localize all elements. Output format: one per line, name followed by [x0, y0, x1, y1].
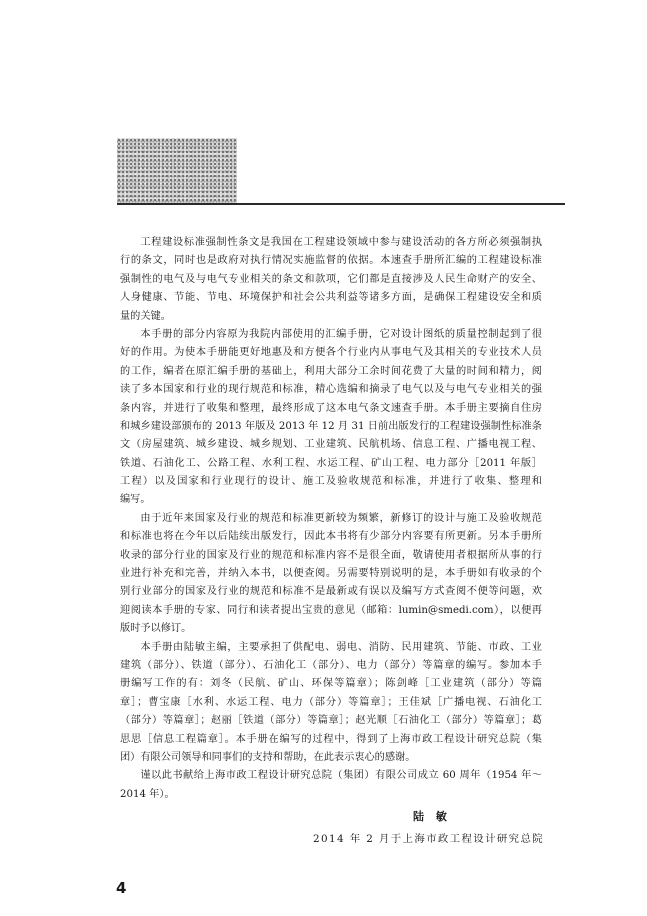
text-line: 量的关键。: [120, 310, 171, 322]
paragraph-4: [120, 639, 542, 768]
text-line: 文（房屋建筑、城乡建设、城乡规划、工业建筑、民航机场、信息工程、广播电视工程、: [120, 439, 542, 451]
paragraph-1: [120, 234, 542, 326]
text-line: 思思［信息工程篇章］。本手册在编写的过程中，得到了上海市政工程设计研究总院（集: [120, 733, 542, 745]
paragraph-2: [120, 326, 542, 510]
text-line: 版时予以修订。: [120, 623, 192, 635]
paragraph-5: [120, 767, 542, 804]
header-halftone-block: [117, 138, 237, 203]
author-signature: 陆 敏: [413, 810, 451, 823]
text-line: 本手册由陆敏主编，主要承担了供配电、弱电、消防、民用建筑、节能、市政、工业: [140, 641, 542, 653]
page-number: 4: [116, 879, 127, 897]
text-line: 条内容，并进行了收集和整理，最终形成了这本电气条文速查手册。本手册主要摘自住房: [120, 402, 542, 414]
text-line: 行的条文，同时也是政府对执行情况实施监督的依据。本速查手册所汇编的工程建设标准: [120, 255, 542, 267]
text-line: 铁道、石油化工、公路工程、水利工程、水运工程、矿山工程、电力部分［2011 年版］: [120, 457, 542, 469]
preface-body: [120, 234, 542, 804]
text-line: 迎阅读本手册的专家、同行和读者提出宝贵的意见（邮箱：lumin@smedi.com），以便再: [120, 604, 542, 616]
text-line: 好的作用。为使本手册能更好地惠及和方便各个行业内从事电气及其相关的专业技术人员: [120, 347, 542, 359]
date-place-line: 2014 年 2 月于上海市政工程设计研究总院: [313, 833, 545, 845]
text-line: 工程）以及国家和行业现行的设计、施工及验收规范和标准，并进行了收集、整理和: [120, 476, 542, 488]
text-line: 团）有限公司领导和同事们的支持和帮助，在此表示衷心的感谢。: [120, 751, 416, 763]
header-rule: [117, 203, 565, 205]
text-line: 由于近年来国家及行业的规范和标准更新较为频繁，新修订的设计与施工及验收规范: [140, 512, 542, 524]
text-line: 收录的部分行业的国家及行业的规范和标准内容不是很全面，敬请使用者根据所从事的行: [120, 549, 542, 561]
text-line: 章］；曹宝康［水利、水运工程、电力（部分）等篇章］；王佳斌［广播电视、石油化工: [120, 696, 542, 708]
text-line: 工程建设标准强制性条文是我国在工程建设领域中参与建设活动的各方所必须强制执: [140, 237, 542, 248]
text-line: 册编写工作的有：刘冬（民航、矿山、环保等篇章）；陈剑峰［工业建筑（部分）等篇: [120, 678, 542, 690]
text-line: 2014 年）。: [120, 788, 175, 800]
text-line: 和标准也将在今年以后陆续出版发行，因此本书将有少部分内容要有所更新。另本手册所: [120, 531, 542, 543]
text-line: 强制性的电气及与电气专业相关的条文和款项，它们都是直接涉及人民生命财产的安全、: [120, 273, 542, 285]
text-line: 和城乡建设部颁布的 2013 年版及 2013 年 12 月 31 日前出版发行的工程建设强制性标准条: [120, 420, 542, 432]
text-line: 读了多本国家和行业的现行规范和标准，精心选编和摘录了电气以及与电气专业相关的强: [120, 384, 542, 396]
text-line: 编写。: [120, 494, 151, 506]
text-line: 的工作，编者在原汇编手册的基础上，利用大部分工余时间花费了大量的时间和精力，阅: [120, 365, 542, 377]
text-line: 建筑（部分）、铁道（部分）、石油化工（部分）、电力（部分）等篇章的编写。参加本手: [120, 659, 542, 671]
text-line: 谨以此书献给上海市政工程设计研究总院（集团）有限公司成立 60 周年（1954 年～: [140, 770, 542, 782]
text-line: 别行业部分的国家及行业的规范和标准不是最新或有误以及编写方式查阅不便等问题，欢: [120, 586, 542, 598]
text-line: 业进行补充和完善，并纳入本书，以便查阅。另需要特别说明的是，本手册如有收录的个: [120, 568, 542, 580]
paragraph-3: [120, 510, 542, 639]
text-line: （部分）等篇章］；赵丽［铁道（部分）等篇章］；赵光顺［石油化工（部分）等篇章］；葛: [120, 715, 542, 727]
text-line: 本手册的部分内容原为我院内部使用的汇编手册，它对设计图纸的质量控制起到了很: [140, 328, 542, 340]
text-line: 人身健康、节能、节电、环境保护和社会公共利益等诸多方面，是确保工程建设安全和质: [120, 292, 542, 304]
